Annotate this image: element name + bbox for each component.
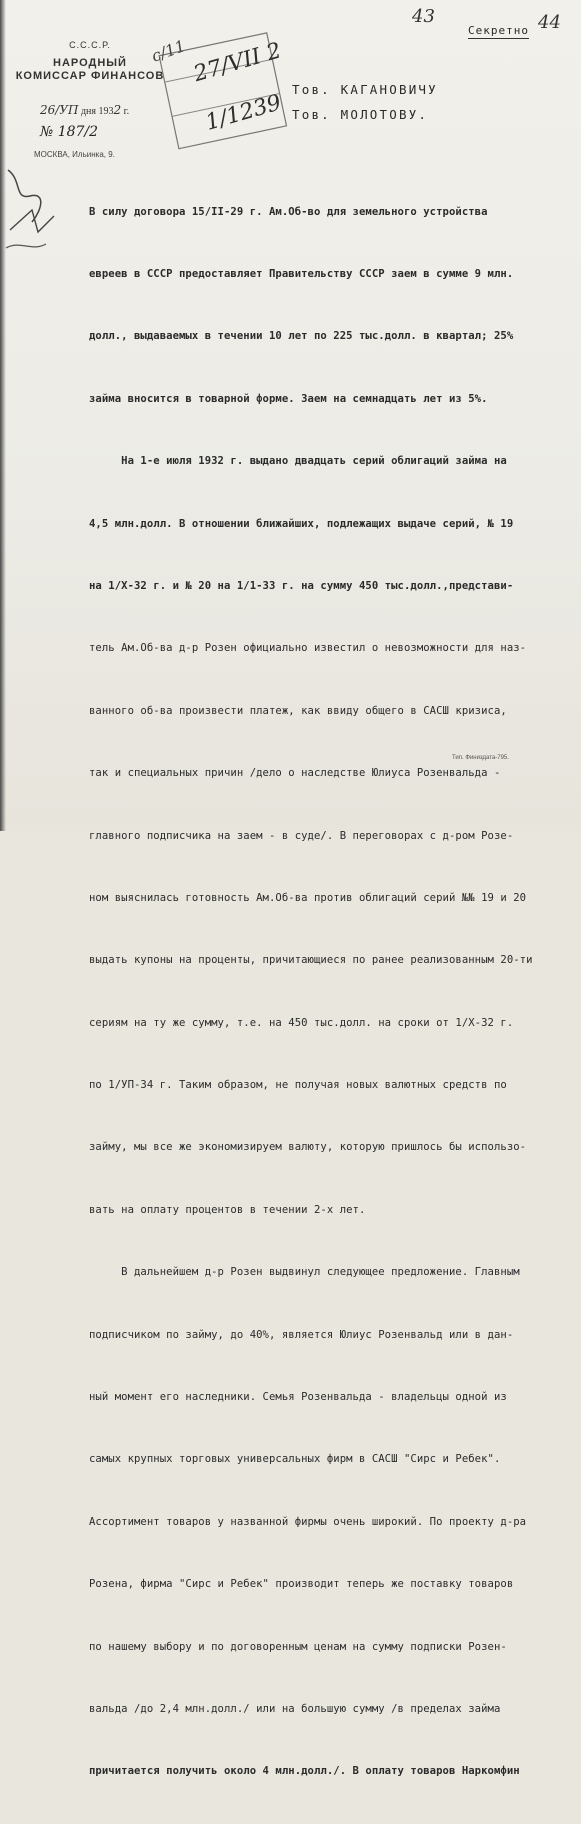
body-line: сериям на ту же сумму, т.е. на 450 тыс.долл. на сроки от 1/Х-32 г. [89,1016,514,1029]
body-line: по 1/УП-34 г. Таким образом, не получая новых валютных средств по [89,1079,507,1092]
printer-footer: Тип. Финиздата-795. [452,755,509,761]
number-prefix: № [40,124,54,140]
body-line: На 1-е июля 1932 г. выдано двадцать серий облигаций займа на [89,455,507,468]
date-handwritten-year: 2 [113,103,122,117]
letter-body [89,160,559,1824]
addressee-2: Тов. МОЛОТОВУ. [292,107,429,122]
body-line: главного подписчика на заем - в суде/. В переговорах с д-ром Розе- [89,829,514,842]
body-line: подписчиком по займу, до 40%, является Юлиус Розенвальд или в дан- [89,1328,514,1341]
body-line: займа вносится в товарной форме. Заем на семнадцать лет из 5%. [89,392,488,405]
body-line: 4,5 млн.долл. В отношении ближайших, подлежащих выдаче серий, № 19 [89,517,514,530]
body-line: Ассортимент товаров у названной фирмы очень широкий. По проекту д-ра [89,1515,527,1528]
margin-scribble [2,160,62,260]
body-line: ном выяснилась готовность Ам.Об-ва против облигаций серий №№ 19 и 20 [89,891,527,904]
body-line: вальда /до 2,4 млн.долл./ или на большую сумму /в пределах займа [89,1702,501,1715]
letterhead-address: МОСКВА, Ильинка, 9. [34,150,115,159]
ministry-line-2: КОМИССАР ФИНАНСОВ [15,70,165,82]
body-line: так и специальных причин /дело о наследстве Юлиуса Розенвальда - [89,767,501,780]
body-line: Розена, фирма "Сирс и Ребек" производит теперь же поставку товаров [89,1578,514,1591]
body-line: займу, мы все же экономизируем валюту, которую пришлось бы использо- [89,1141,527,1154]
page-number: 44 [538,12,561,33]
number-handwritten: 187/2 [57,124,99,140]
body-line: В силу договора 15/II-29 г. Ам.Об-во для земельного устройства [89,205,488,218]
date-handwritten-day: 26/УП [40,103,79,117]
archive-number: 43 [412,6,435,27]
stamp-handwritten-note: 27/VII 2 [191,38,285,88]
addressee-1: Тов. КАГАНОВИЧУ [292,82,438,97]
body-line: самых крупных торговых универсальных фирм в САСШ "Сирс и Ребек". [89,1453,501,1466]
body-line: на 1/Х-32 г. и № 20 на 1/1-33 г. на сумму 450 тыс.долл.,представи- [89,579,514,592]
body-line: В дальнейшем д-р Розен выдвинул следующее предложение. Главным [89,1266,520,1279]
ministry-line-1: НАРОДНЫЙ [53,57,127,69]
body-line: вать на оплату процентов в течении 2-х лет. [89,1203,366,1216]
date-line [40,103,129,117]
stamp-handwritten-number: 1/1239 [202,90,285,136]
body-line: евреев в СССР предоставляет Правительству СССР заем в сумме 9 млн. [89,267,514,280]
body-line: тель Ам.Об-ва д-р Розен официально известил о невозможности для наз- [89,642,527,655]
body-line: ванного об-ва произвести платеж, как ввиду общего в САСШ кризиса, [89,704,507,717]
registration-stamp [130,28,290,158]
body-line: выдать купоны на проценты, причитающиеся по ранее реализованным 20-ти [89,954,533,967]
addressee-block [292,77,438,127]
document-number [40,124,98,140]
classification-label: Секретно [468,24,529,37]
stamp-side-mark: с/11 [148,36,188,66]
scan-edge-shadow [0,0,6,831]
body-line: ный момент его наследники. Семья Розенвальда - владельцы одной из [89,1391,507,1404]
date-printed: дня 193 [80,106,114,117]
body-line: долл., выдаваемых в течении 10 лет по 225 тыс.долл. в квартал; 25% [89,330,514,343]
date-suffix: г. [123,106,130,117]
body-line: причитается получить около 4 млн.долл./. В оплату товаров Наркомфин [89,1765,520,1778]
country-label: С.С.С.Р. [69,40,111,50]
body-line: по нашему выбору и по договоренным ценам на сумму подписки Розен- [89,1640,507,1653]
